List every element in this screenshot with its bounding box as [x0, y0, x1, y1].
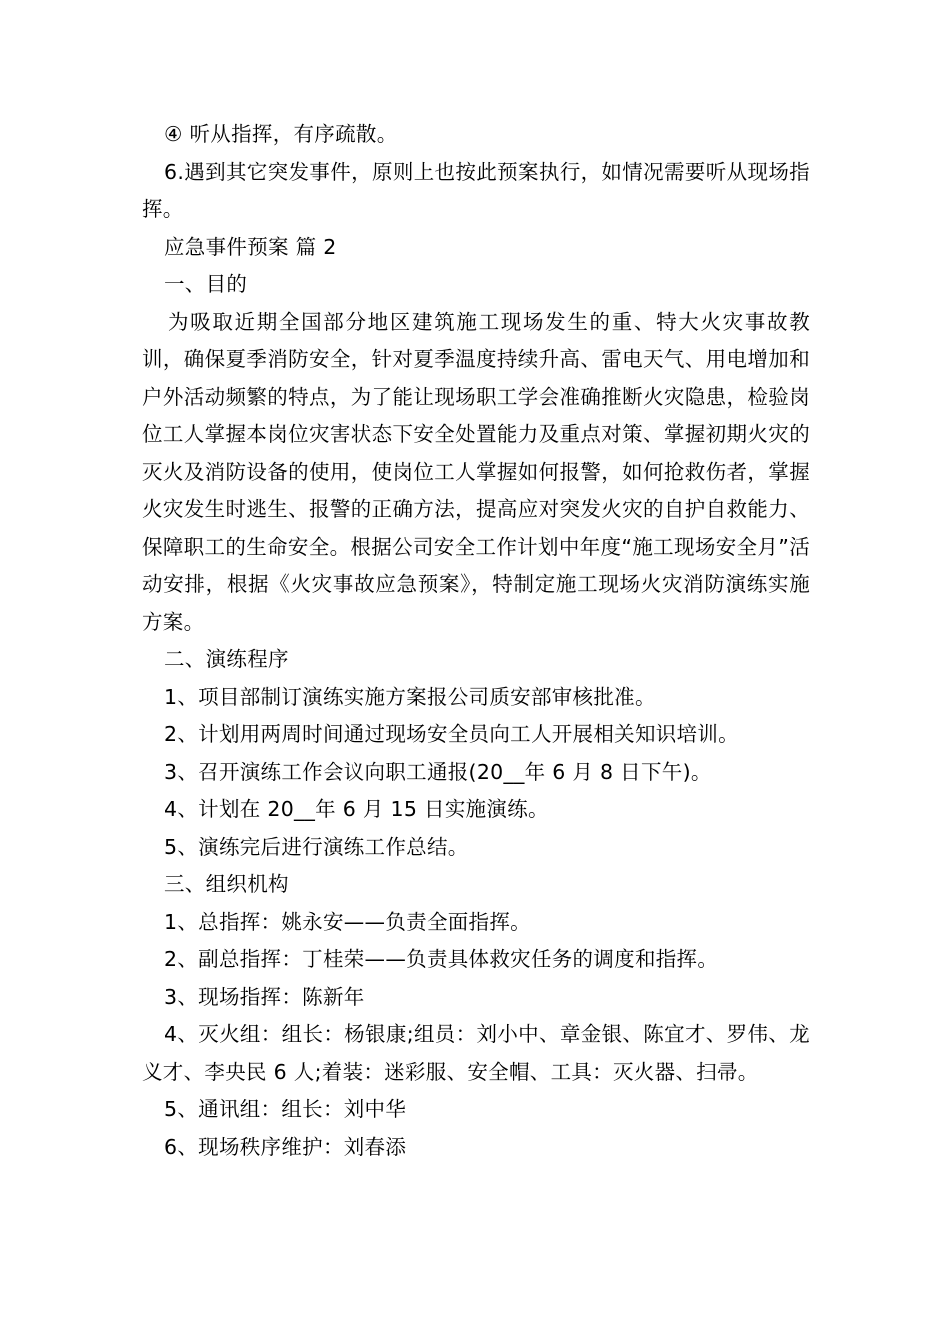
purpose-paragraph: 为吸取近期全国部分地区建筑施工现场发生的重、特大火灾事故教训，确保夏季消防安全，针对夏季温度持续升高、雷电天气、用电增加和户外活动频繁的特点，为了能让现场职工学会准确推断火灾隐患，检验岗位工人掌握本岗位灾害状态下安全处置能力及重点对策、掌握初期火灾的灭火及消防设备的使用，使岗位工人掌握如何报警，如何抢救伤者，掌握火灾发生时逃生、报警的正确方法，提高应对突发火灾的自护自救能力、保障职工的生命安全。根据公司安全工作计划中年度“施工现场安全月”活动安排，根据《火灾事故应急预案》，特制定施工现场火灾消防演练实施方案。	[142, 309, 810, 634]
procedure-item-5: 5、演练完后进行演练工作总结。	[164, 834, 469, 859]
org-item-6: 6、现场秩序维护：刘春添	[164, 1134, 407, 1159]
org-item-5: 5、通讯组：组长：刘中华	[164, 1097, 407, 1121]
org-item-2: 2、副总指挥：丁桂荣——负责具体救灾任务的调度和指挥。	[164, 947, 719, 971]
procedure-item-4: 4、计划在 20__年 6 月 15 日实施演练。	[164, 797, 549, 821]
heading-drill-procedure: 二、演练程序	[164, 647, 289, 671]
heading-organization: 三、组织机构	[164, 872, 289, 896]
org-item-3: 3、现场指挥：陈新年	[164, 984, 365, 1009]
procedure-item-3: 3、召开演练工作会议向职工通报(20__年 6 月 8 日下午)。	[164, 759, 712, 784]
section-title-plan-2: 应急事件预案 篇 2	[164, 234, 337, 259]
procedure-item-1: 1、项目部制订演练实施方案报公司质安部审核批准。	[164, 684, 656, 709]
other-emergencies-paragraph: 6.遇到其它突发事件，原则上也按此预案执行，如情况需要听从现场指挥。	[142, 159, 810, 221]
heading-purpose: 一、目的	[164, 272, 248, 296]
document-body	[142, 116, 810, 1166]
procedure-item-2: 2、计划用两周时间通过现场安全员向工人开展相关知识培训。	[164, 722, 739, 746]
org-item-4: 4、灭火组：组长：杨银康;组员：刘小中、章金银、陈宜才、罗伟、龙义才、李央民 6 人;着装：迷彩服、安全帽、工具：灭火器、扫帚。	[142, 1022, 810, 1084]
step-listen-command: ④ 听从指挥，有序疏散。	[164, 122, 398, 146]
org-item-1: 1、总指挥：姚永安——负责全面指挥。	[164, 909, 531, 934]
